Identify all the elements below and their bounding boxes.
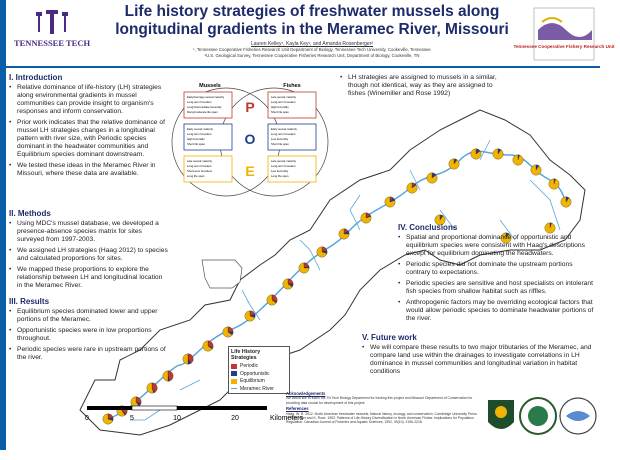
legend-label-periodic: Periodic (240, 363, 259, 369)
mussels-o-4: Short life span (187, 142, 205, 146)
reference-2: K. Winemiller and K. Rose. 1992. Patterns of Life-History Diversification in North American Fishes: Implications for Population Regulation. Canadian Journal of Fisheries and Aquatic Sciences, 1992, 49(10): 2196-2218. (286, 416, 474, 425)
header (6, 0, 615, 66)
introduction-heading: I. Introduction (9, 73, 63, 82)
agency-logos (482, 392, 598, 446)
future-work-heading: V. Future work (362, 333, 417, 342)
affiliation-2: ²U.S. Geological Survey, Tennessee Cooperative Fisheries Research Unit, Department of Biology, Cookeville, TN (204, 53, 420, 58)
mussels-o-1: Early sexual maturity (187, 127, 213, 131)
mussels-o-3: High fecundity (187, 137, 205, 141)
fishes-p-2: Long-term brooders (271, 100, 296, 104)
fishes-p-1: Late sexual maturity (271, 95, 297, 99)
venn-mussels-title: Mussels (199, 83, 221, 89)
fishes-o-1: Early sexual maturity (271, 127, 297, 131)
lh-note: • LH strategies are assigned to mussels in a similar, though not identical, way as they are assigned to fishes (Winemiller and Rose 1992) (340, 74, 510, 98)
fishes-o-3: Low fecundity (271, 137, 289, 141)
legend-swatch-equilibrium (231, 379, 237, 384)
methods-heading: II. Methods (9, 209, 51, 218)
scale-unit: Kilometers (270, 415, 304, 422)
lh-venn-diagram (170, 78, 330, 202)
conclusions-bullet-1: • Spatial and proportional dominance of opportunistic and equilibrium species were consistent with Haag's descriptions except for equilibrium dominating the headwaters. (398, 234, 596, 258)
venn-letter-e: E (245, 163, 255, 179)
affiliation-1: ¹, Tennessee Cooperative Fisheries Research Unit Department of Biology, Tennessee Tech University, Cookeville, Tennessee (193, 47, 431, 52)
site-pie (549, 179, 559, 189)
tn-coop-unit-seal-icon (560, 398, 596, 434)
conclusions-heading: IV. Conclusions (398, 223, 458, 232)
site-pie (183, 354, 193, 364)
ack-text: We would like to thank the TN Tech Biology Department for funding this project and Missouri Department of Conservation for providing data crucial for development of this project. (286, 396, 473, 405)
site-pie (339, 229, 349, 239)
legend-swatch-opportunistic (231, 371, 237, 376)
coop-fishery-unit-logo (513, 4, 615, 64)
legend-swatch-river (231, 388, 237, 389)
fishes-o-4: Short life span (271, 142, 289, 146)
missouri-inset (202, 260, 242, 288)
conclusions-section (398, 224, 596, 326)
results-list (9, 308, 169, 362)
conclusions-bullet-4: • Anthropogenic factors may be overriding ecological factors that would allow periodic species to dominate headwater portions of the river. (398, 299, 596, 323)
site-pie-slice-e (513, 155, 523, 165)
site-pie (471, 149, 481, 159)
methods-bullet-1: • Using MDC's mussel database, we developed a presence-absence species matrix for sites surveyed from 1997-2003. (9, 220, 169, 244)
scale-tick-20: 20 (231, 415, 239, 422)
site-pie (267, 295, 277, 305)
venn-fishes-title: Fishes (283, 83, 301, 89)
intro-bullet-3: • We tested these ideas in the Meramec River in Missouri, where these data are available. (9, 162, 169, 178)
site-pie-slice-e (531, 165, 541, 175)
site-pie (427, 173, 437, 183)
mussels-e-2: Long-term brooders (187, 164, 212, 168)
conclusions-list (398, 234, 596, 323)
poster-title: Life history strategies of freshwater mussels along longitudinal gradients in the Meramec River, Missouri (115, 3, 509, 38)
conclusions-bullet-2: • Periodic species did not dominate the upstream portions contrary to expectations. (398, 261, 596, 277)
mussels-o-2: Long-term brooders (187, 132, 212, 136)
site-pie (317, 247, 327, 257)
legend-label-opportunistic: Opportunistic (240, 370, 270, 377)
site-pie-slice-e (449, 159, 459, 169)
future-work-section (362, 334, 596, 379)
mussels-p-4: Many/moderate life span (187, 110, 218, 114)
fishes-e-1: Late sexual maturity (271, 159, 297, 163)
methods-bullet-3: • We mapped these proportions to explore the relationship between LH and longitudinal location in the Meramec River. (9, 266, 169, 290)
lh-note-section (340, 74, 510, 101)
legend-item-periodic (231, 363, 287, 369)
references-heading: References (286, 406, 309, 412)
mussels-p-3: Long/Intermediate fecundity (187, 105, 222, 109)
fishes-o-2: Long-term brooders (271, 132, 296, 136)
methods-bullet-2: • We assigned LH strategies (Haag 2012) to species and calculated proportions for sites. (9, 247, 169, 263)
site-pie (299, 263, 309, 273)
results-bullet-1: • Equilibrium species dominated lower and upper portions of the Meramec. (9, 308, 169, 324)
reference-1: Haag, W. R. 2012. North American freshwater mussels: Natural history, ecology, and conservation. Cambridge University Press. (286, 411, 478, 416)
conclusions-bullet-3: • Periodic species are sensitive and host specialists on intolerant fish species from shallow habitat such as riffles. (398, 280, 596, 296)
site-pie-slice-e (561, 197, 571, 207)
site-pie (449, 159, 459, 169)
methods-section (9, 210, 169, 293)
results-section (9, 298, 169, 365)
site-pie (493, 149, 503, 159)
legend-item-equilibrium (231, 378, 287, 384)
site-pie (385, 197, 395, 207)
scale-tick-0: 0 (85, 415, 89, 422)
legend-label-river: Meramec River (240, 385, 274, 392)
header-divider (6, 66, 600, 68)
ack-heading: Acknowledgements (286, 391, 326, 396)
future-work-bullet-1: • We will compare these results to two major tributaries of the Meramec, and compare land use within the drainages to investigate correlations in LH dominance in mussel communities and longitudinal variation in habitat conditions (362, 344, 596, 376)
legend-item-opportunistic (231, 371, 287, 377)
results-bullet-3: • Periodic species were rare in upstream portions of the river. (9, 346, 169, 362)
logo-right-text: Tennessee Cooperative Fishery Research Unit (513, 44, 615, 49)
map-legend (228, 346, 290, 394)
mussels-e-1: Late sexual maturity (187, 159, 213, 163)
introduction-list (9, 84, 169, 178)
introduction-section (9, 74, 169, 181)
fishes-e-3: Low fecundity (271, 169, 289, 173)
venn-letter-o: O (244, 131, 256, 147)
site-pie (163, 371, 173, 381)
scale-tick-10: 10 (173, 415, 181, 422)
fishes-p-3: High fecundity (271, 105, 289, 109)
site-pie-slice-e (493, 149, 503, 159)
legend-item-river (231, 386, 287, 392)
site-pie (147, 383, 157, 393)
usgs-seal-icon (520, 398, 556, 434)
mdc-badge-icon (488, 400, 514, 429)
site-pie (223, 327, 233, 337)
site-pie (513, 155, 523, 165)
legend-title: Life History Strategies (231, 349, 261, 361)
author-block (102, 41, 522, 59)
site-pie (361, 213, 371, 223)
venn-letter-p: P (245, 99, 255, 115)
authors-line: Lauren Kelley¹, Kayla Key¹, and Amanda Rosenberger² (250, 41, 373, 47)
acknowledgements-section (286, 392, 482, 425)
site-pie (245, 311, 255, 321)
fishes-e-2: Long-term brooders (271, 164, 296, 168)
logo-left-text: TENNESSEE TECH (13, 38, 91, 48)
site-pie (203, 341, 213, 351)
fishes-e-4: Long life span (271, 174, 289, 178)
site-pie (531, 165, 541, 175)
results-heading: III. Results (9, 297, 50, 306)
site-pie (407, 183, 417, 193)
fishes-p-4: Short life span (271, 110, 289, 114)
mussels-p-2: Long-term brooders (187, 100, 212, 104)
site-pie (561, 197, 571, 207)
intro-bullet-1: • Relative dominance of life-history (LH) strategies along environmental gradients in mussel communities can provide insight to organism's responses and inform conservation. (9, 84, 169, 116)
tennessee-tech-logo (13, 8, 91, 60)
legend-label-equilibrium: Equilibrium (240, 378, 265, 384)
scale-tick-5: 5 (130, 415, 134, 422)
mussels-e-4: Long life span (187, 174, 205, 178)
mussels-e-3: Short-term brooders (187, 169, 213, 173)
mussels-p-1: Early/Average sexual maturity (187, 95, 225, 99)
intro-bullet-2: • Prior work indicates that the relative dominance of mussel LH strategies changes in a longitudinal pattern with river size, with Periodic species dominant in the headwater communities and Equilibrium species dominant downstream. (9, 119, 169, 159)
results-bullet-2: • Opportunistic species were in low proportions throughout. (9, 327, 169, 343)
methods-list (9, 220, 169, 290)
legend-swatch-periodic (231, 364, 237, 369)
site-pie-slice-e (549, 179, 559, 189)
site-pie (283, 279, 293, 289)
future-work-list (362, 344, 596, 376)
